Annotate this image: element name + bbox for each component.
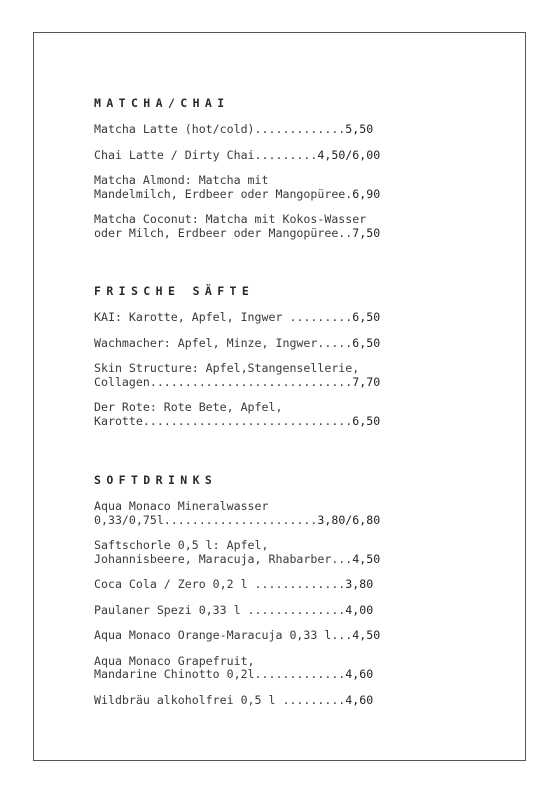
item-line: Coca Cola / Zero 0,2 l .............3,80 bbox=[94, 577, 374, 591]
item-line: 0,33/0,75l......................3,80/6,80 bbox=[94, 512, 381, 527]
menu-item bbox=[94, 629, 494, 643]
menu-item bbox=[94, 500, 494, 527]
item-line: Aqua Monaco Grapefruit, bbox=[94, 653, 255, 668]
item-line: Karotte..............................6,50 bbox=[94, 413, 381, 428]
item-line: Mandarine Chinotto 0,2l.............4,60 bbox=[94, 667, 374, 681]
menu-item bbox=[94, 655, 494, 682]
item-line: Saftschorle 0,5 l: Apfel, bbox=[94, 538, 269, 552]
item-line: oder Milch, Erdbeer oder Mangopüree..7,50 bbox=[94, 225, 381, 240]
section-title: SOFTDRINKS bbox=[94, 473, 218, 487]
menu-item bbox=[94, 401, 494, 428]
item-price: 3,80/6,80 bbox=[317, 512, 381, 527]
menu-item bbox=[94, 337, 494, 351]
item-price: 4,50 bbox=[352, 628, 381, 642]
item-line: Paulaner Spezi 0,33 l ..............4,00 bbox=[94, 602, 374, 617]
item-price: 7,50 bbox=[352, 225, 381, 240]
item-price: 6,50 bbox=[352, 335, 381, 350]
item-price: 4,50 bbox=[352, 551, 381, 566]
item-price: 4,60 bbox=[345, 667, 374, 681]
item-price: 7,70 bbox=[352, 374, 381, 389]
menu-item bbox=[94, 123, 494, 137]
menu-item bbox=[94, 539, 494, 566]
item-line: Matcha Almond: Matcha mit bbox=[94, 173, 269, 187]
item-line: Aqua Monaco Orange-Maracuja 0,33 l...4,50 bbox=[94, 628, 381, 642]
section-title: FRISCHE SÄFTE bbox=[94, 284, 255, 298]
menu-item bbox=[94, 604, 494, 618]
item-price: 6,50 bbox=[352, 310, 381, 324]
item-line: Skin Structure: Apfel,Stangensellerie, bbox=[94, 361, 360, 375]
item-price: 6,90 bbox=[352, 186, 381, 201]
menu-item bbox=[94, 694, 494, 708]
menu-item bbox=[94, 213, 494, 240]
section-softdrinks bbox=[94, 473, 494, 719]
item-line: Matcha Latte (hot/cold).............5,50 bbox=[94, 122, 374, 136]
item-line: Wildbräu alkoholfrei 0,5 l .........4,60 bbox=[94, 692, 374, 707]
menu-item bbox=[94, 149, 494, 163]
menu-item bbox=[94, 578, 494, 592]
item-price: 3,80 bbox=[345, 577, 374, 591]
item-price: 4,00 bbox=[345, 602, 374, 617]
item-price: 4,60 bbox=[345, 692, 374, 707]
section-title: MATCHA/CHAI bbox=[94, 96, 230, 110]
menu-item bbox=[94, 174, 494, 201]
item-line: KAI: Karotte, Apfel, Ingwer .........6,50 bbox=[94, 310, 381, 324]
item-line: Johannisbeere, Maracuja, Rhabarber...4,50 bbox=[94, 551, 381, 566]
item-line: Matcha Coconut: Matcha mit Kokos-Wasser bbox=[94, 212, 367, 226]
item-price: 4,50/6,00 bbox=[317, 147, 381, 162]
item-line: Collagen.............................7,70 bbox=[94, 374, 381, 389]
item-price: 6,50 bbox=[352, 413, 381, 428]
item-line: Chai Latte / Dirty Chai.........4,50/6,00 bbox=[94, 147, 381, 162]
menu-page bbox=[33, 32, 526, 761]
section-frische-saefte bbox=[94, 284, 494, 440]
menu-item bbox=[94, 311, 494, 325]
item-line: Der Rote: Rote Bete, Apfel, bbox=[94, 400, 283, 414]
item-line: Aqua Monaco Mineralwasser bbox=[94, 499, 269, 513]
item-price: 5,50 bbox=[345, 122, 374, 136]
item-line: Mandelmilch, Erdbeer oder Mangopüree.6,90 bbox=[94, 186, 381, 201]
item-line: Wachmacher: Apfel, Minze, Ingwer.....6,50 bbox=[94, 335, 381, 350]
menu-item bbox=[94, 362, 494, 389]
section-matcha-chai bbox=[94, 96, 494, 252]
